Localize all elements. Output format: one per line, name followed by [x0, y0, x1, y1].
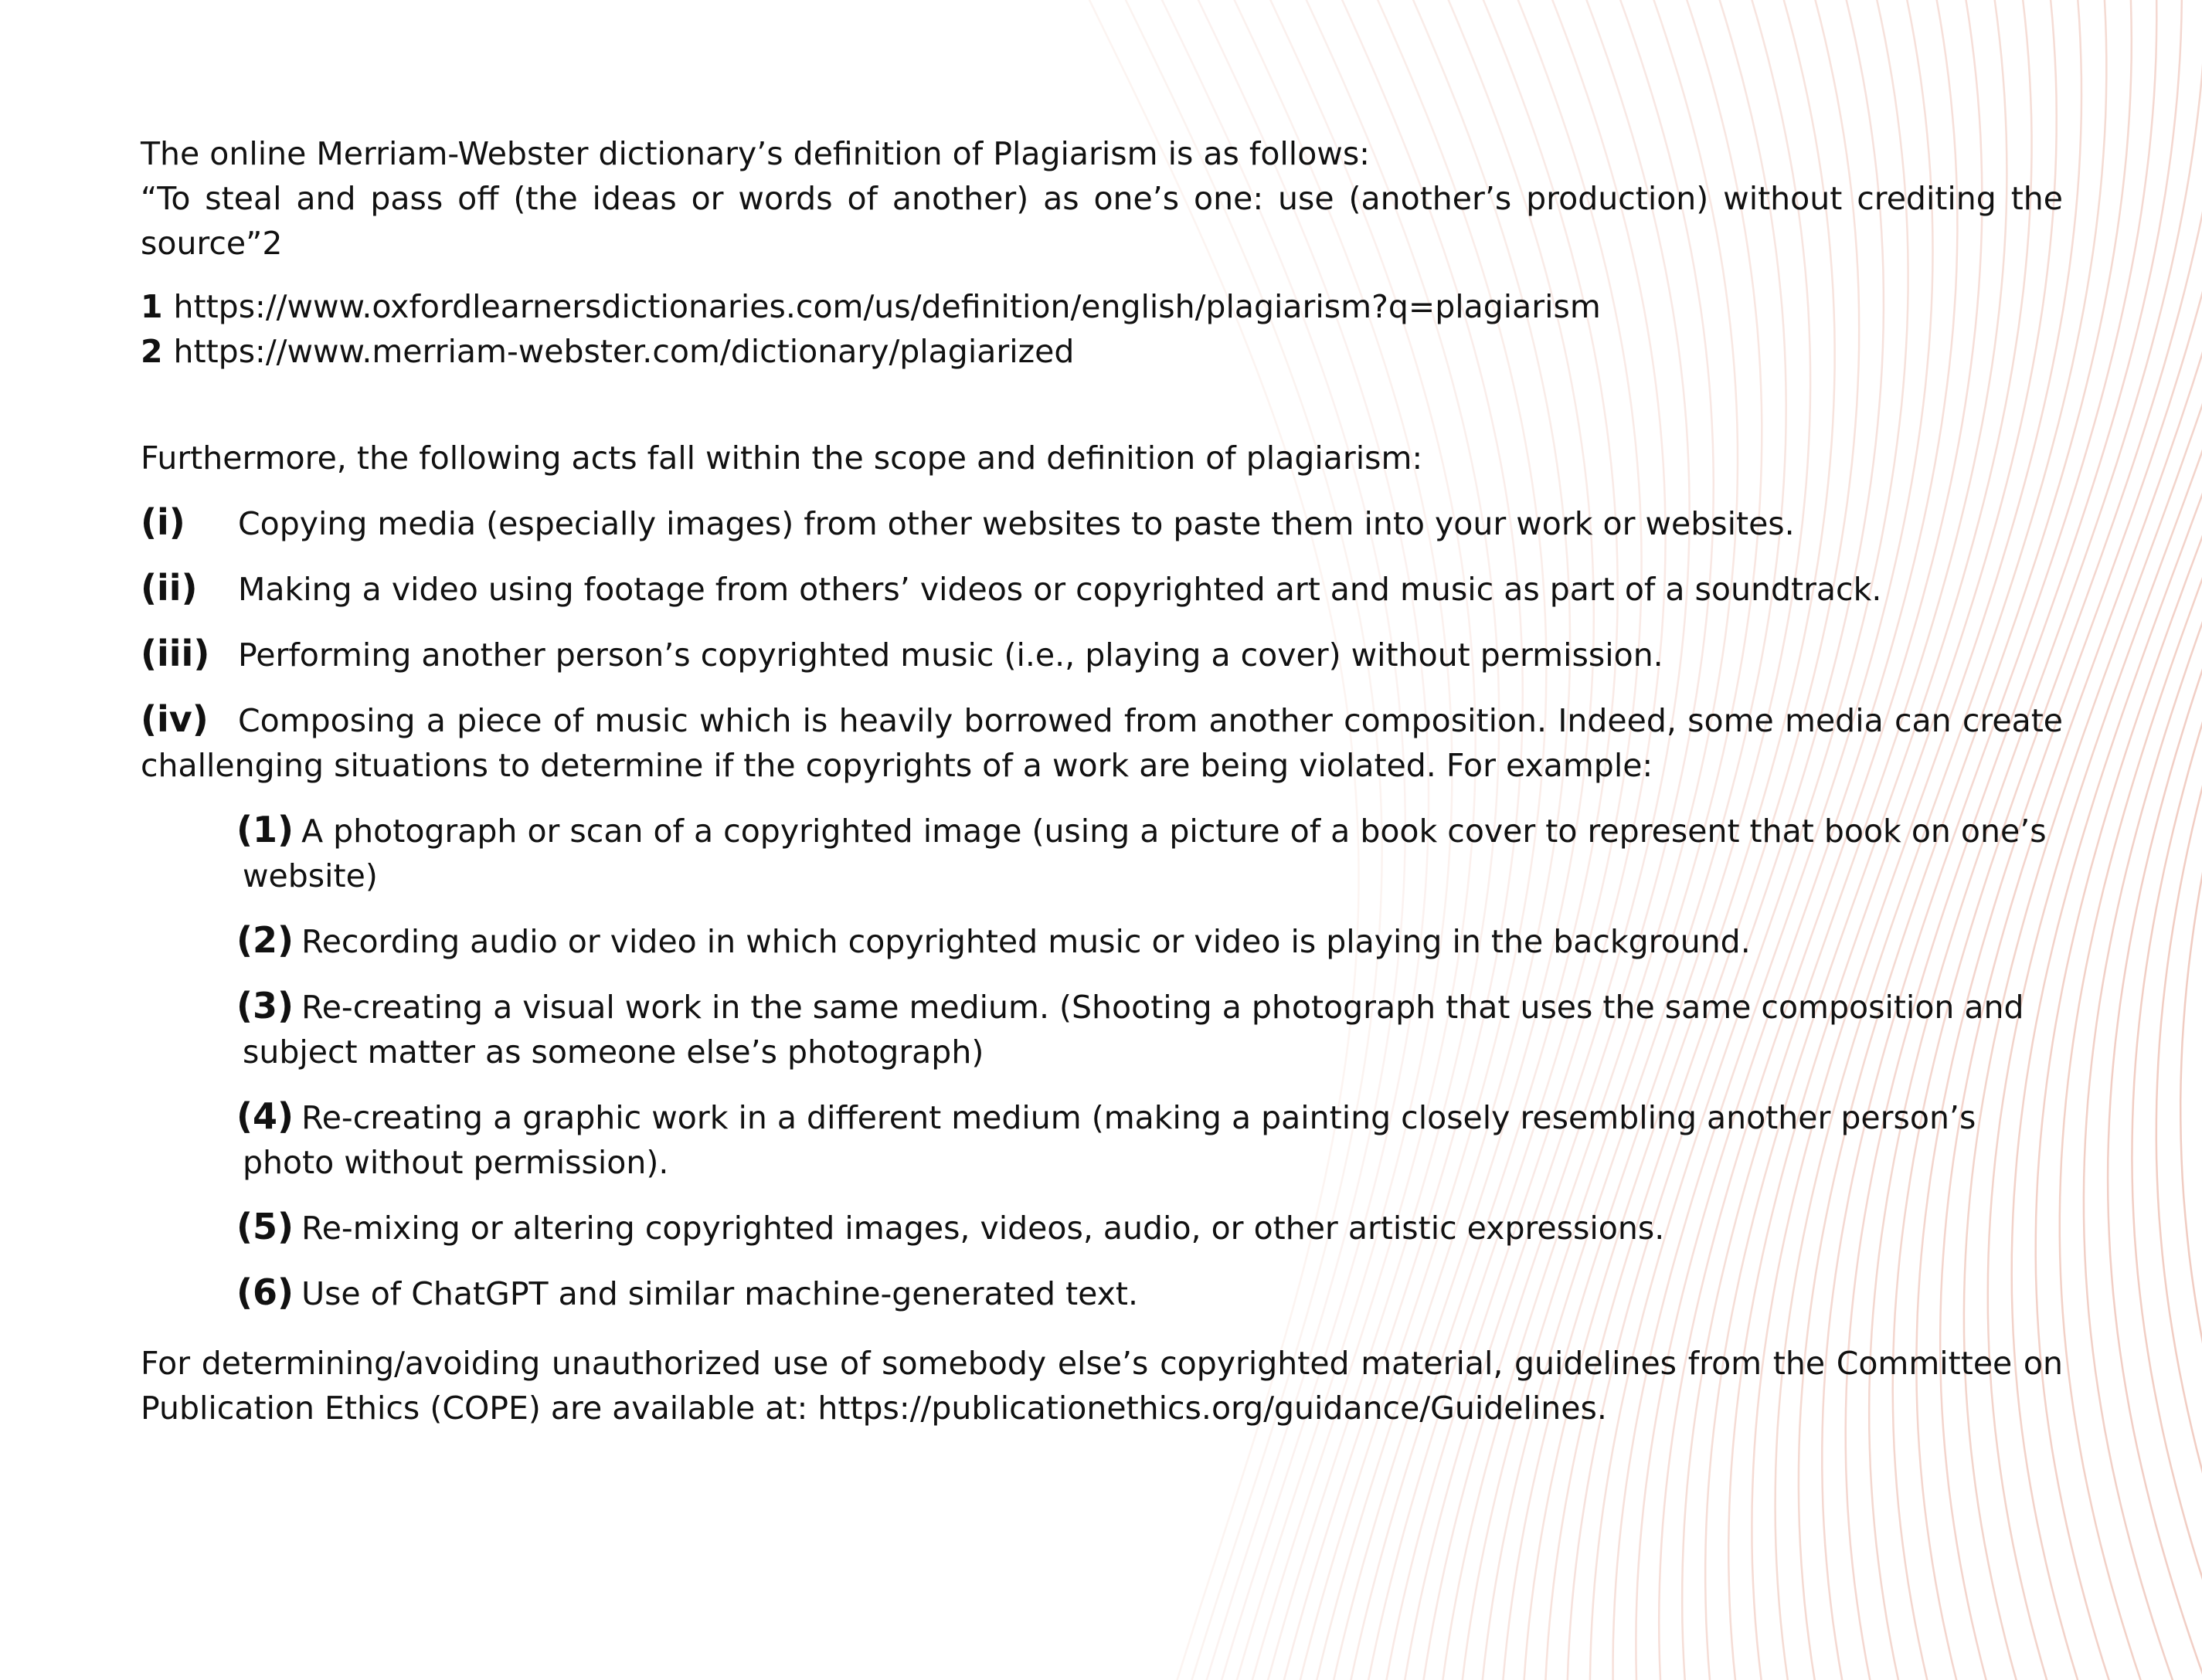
footnote-2 — [141, 329, 2063, 374]
examples-list — [141, 807, 2063, 1316]
act-text: Making a video using footage from others’ videos or copyrighted art and music as part of a soundtrack. — [238, 571, 1882, 608]
act-label: (iii) — [141, 633, 210, 674]
act-item — [141, 631, 2063, 677]
footnote-link[interactable]: https://www.oxfordlearnersdictionaries.com/us/definition/english/plagiarism?q=plagiarism — [173, 288, 1601, 325]
example-item — [236, 918, 2063, 964]
act-item — [141, 565, 2063, 612]
example-text: Re-creating a graphic work in a different medium (making a painting closely resembling another person’s photo without permission). — [243, 1099, 1976, 1181]
act-text: Composing a piece of music which is heavily borrowed from another composition. Indeed, some media can create challenging situations to determine if the copyrights of a work are being violated. For example: — [141, 702, 2063, 784]
example-text: Re-mixing or altering copyrighted images, videos, audio, or other artistic expressions. — [301, 1210, 1665, 1247]
footnote-number: 2 — [141, 333, 163, 370]
definition-intro: The online Merriam-Webster dictionary’s definition of Plagiarism is as follows: — [141, 135, 1370, 172]
example-text: Recording audio or video in which copyrighted music or video is playing in the background. — [301, 923, 1751, 960]
act-item — [141, 500, 2063, 546]
act-label: (ii) — [141, 567, 198, 609]
example-label: (4) — [236, 1095, 294, 1137]
example-text: Use of ChatGPT and similar machine-generated text. — [301, 1275, 1139, 1312]
example-item — [236, 983, 2063, 1074]
example-item — [236, 807, 2063, 898]
footnote-1 — [141, 284, 2063, 329]
footnote-link[interactable]: https://www.merriam-webster.com/dictionary/plagiarized — [173, 333, 1075, 370]
acts-intro: Furthermore, the following acts fall within the scope and definition of plagiarism: — [141, 440, 1423, 477]
example-label: (1) — [236, 809, 294, 850]
example-text: A photograph or scan of a copyrighted image (using a picture of a book cover to represent that book on one’s website) — [243, 813, 2047, 894]
example-label: (5) — [236, 1206, 294, 1247]
act-label: (iv) — [141, 698, 209, 740]
example-item — [236, 1204, 2063, 1251]
acts-list — [141, 500, 2063, 788]
example-item — [236, 1270, 2063, 1316]
example-label: (6) — [236, 1271, 294, 1313]
document-page — [141, 131, 2063, 1431]
footnote-number: 1 — [141, 288, 163, 325]
example-label: (3) — [236, 985, 294, 1027]
footnotes — [141, 284, 2063, 374]
act-text: Performing another person’s copyrighted music (i.e., playing a cover) without permission. — [238, 636, 1663, 674]
act-label: (i) — [141, 501, 185, 543]
wave-line — [2156, 0, 2202, 1680]
example-item — [236, 1094, 2063, 1185]
act-text: Copying media (especially images) from other websites to paste them into your work or websites. — [238, 505, 1795, 542]
wave-line — [2084, 0, 2202, 1680]
closing-paragraph: For determining/avoiding unauthorized use of somebody else’s copyrighted material, guidelines from the Committee on Publication Ethics (COPE) are available at: https://publicationethics.org/guidance/Guidelines. — [141, 1345, 2063, 1427]
definition-quote: “To steal and pass off (the ideas or words of another) as one’s one: use (another’s production) without crediting the source”2 — [141, 180, 2063, 262]
example-label: (2) — [236, 919, 294, 961]
act-item — [141, 697, 2063, 788]
example-text: Re-creating a visual work in the same medium. (Shooting a photograph that uses the same composition and subject matter as someone else’s photograph) — [243, 989, 2024, 1071]
